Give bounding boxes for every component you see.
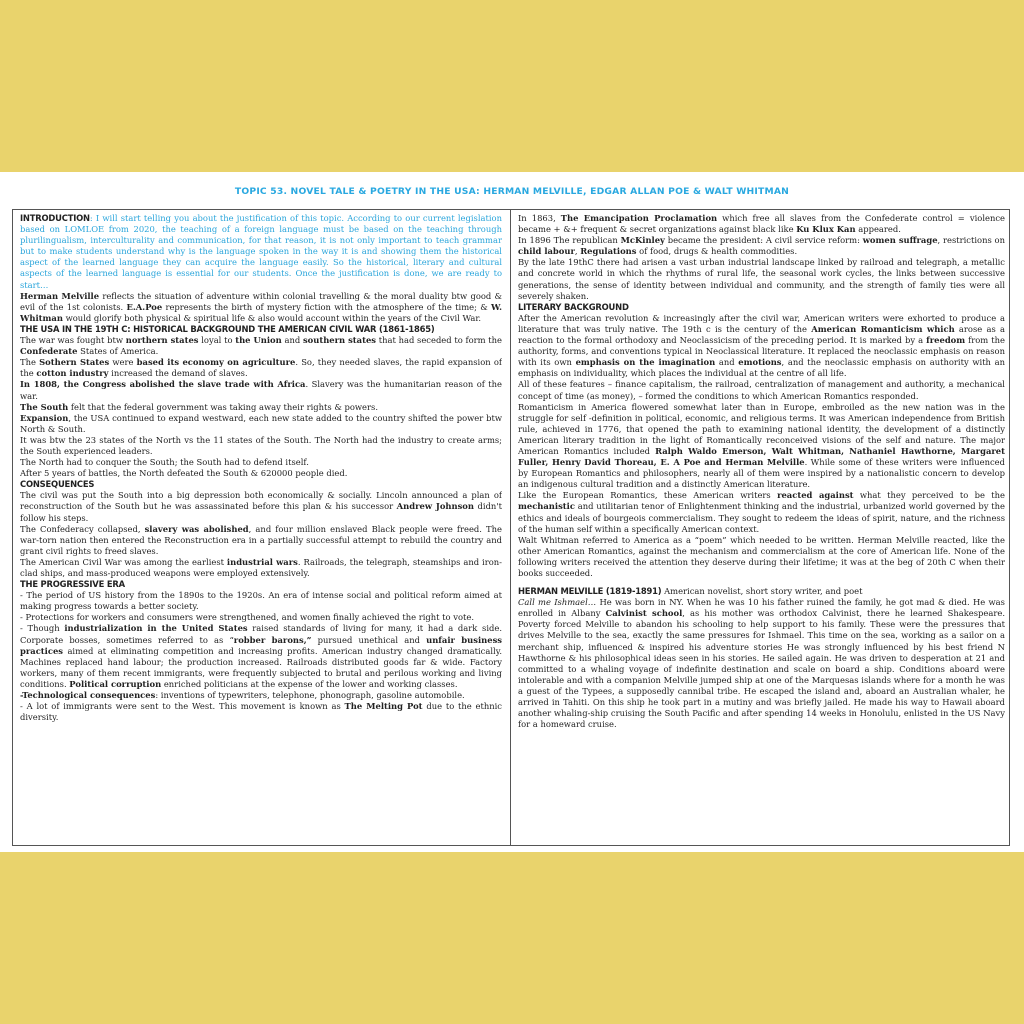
paragraph: The civil was put the South into a big depression both economically & socially. Lincoln announced a plan of reconstruction of the South but he was assassinated before this plan & his successor Andrew Johnson didn't follow his steps. <box>20 490 502 523</box>
intro-text: : I will start telling you about the justification of this topic. According to our current legislation based on LOMLOE from 2020, the teaching of a foreign language must be based on the teaching through plurilingualism, interculturality and communication, for that reason, it is not only important to teach grammar but to make students understand why is the language spoken in the way it is and showing them the historical aspect of the learned language they can acquire the language easily. So the historical, literary and cultural aspects of the learned language is essential for our students. Once the justification is done, we are ready to start… <box>20 213 502 290</box>
section-heading-usa: THE USA IN THE 19TH C: HISTORICAL BACKGROUND THE AMERICAN CIVIL WAR (1861-1865) <box>20 323 435 334</box>
paragraph: - A lot of immigrants were sent to the West. This movement is known as The Melting Pot due to the ethnic diversity. <box>20 701 502 723</box>
page-title: TOPIC 53. NOVEL TALE & POETRY IN THE USA: HERMAN MELVILLE, EDGAR ALLAN POE & WALT WHITMAN <box>234 186 790 197</box>
paragraph: After the American revolution & increasingly after the civil war, American writers were exhorted to produce a literature that was truly native. The 19th c is the century of the American Romanticism which arose as a reaction to the formal orthodoxy and Neoclassicism of the preceding period. It is marked by a freedom from the authority, forms, and conventions typical in Neoclassical literature. It replaced the neoclassic emphasis on reason with its own emphasis on the imagination and emotions, and the neoclassic emphasis on authority with an emphasis on individuality, which places the individual at the centre of all life. <box>518 312 1005 379</box>
melville-heading-line: HERMAN MELVILLE (1819-1891) American novelist, short story writer, and poet <box>518 586 863 597</box>
paragraph: By the late 19thC there had arisen a vast urban industrial landscape linked by railroad and telegraph, a metallic and concrete world in which the rhythms of rural life, the seasonal work cycles, the links between successive generations, the sense of identity between individual and community, and the strength of family ties were all severely shaken. <box>518 257 1005 301</box>
paragraph: The war was fought btw northern states loyal to the Union and southern states that had seceded to form the Confederate States of America. <box>20 335 502 357</box>
paragraph: Romanticism in America flowered somewhat later than in Europe, embroiled as the new nation was in the struggle for self -definition in political, economic, and religious terms. It was American independence from British rule, achieved in 1776, that opened the path to examining national identity, the development of a distinctly American literary tradition in the light of Romantically reconceived visions of the self and nature. The major American Romantics included Ralph Waldo Emerson, Walt Whitman, Nathaniel Hawthorne, Margaret Fuller, Henry David Thoreau, E. A Poe and Herman Melville. While some of these writers were influenced by European Romantics and philosophers, nearly all of them were inspired by a nationalistic concern to develop an indigenous cultural tradition and a distinctly American literature. <box>518 401 1005 490</box>
paragraph: The Confederacy collapsed, slavery was abolished, and four million enslaved Black people were freed. The war-torn nation then entered the Reconstruction era in a partially successful attempt to rebuild the country and grant civil rights to freed slaves. <box>20 523 502 556</box>
paragraph: - Though industrialization in the United States raised standards of living for many, it had a dark side. Corporate bosses, sometimes referred to as “robber barons,” pursued unethical and unfair business practices aimed at eliminating competition and increasing profits. American industry changed dramatically. Machines replaced hand labour; the production increased. Railroads distributed goods far & wide. Factory workers, many of them recent immigrants, were frequently subjected to brutal and perilous working and living conditions. Political corruption enriched politicians at the expense of the lower and working classes. <box>20 623 502 689</box>
document-page <box>0 172 1024 852</box>
paragraph: After 5 years of battles, the North defeated the South & 620000 people died. <box>20 468 348 479</box>
paragraph: It was btw the 23 states of the North vs the 11 states of the South. The North had the industry to create arms; the South experienced leaders. <box>20 434 502 456</box>
paragraph: The Sothern States were based its economy on agriculture. So, they needed slaves, the rapid expansion of the cotton industry increased the demand of slaves. <box>20 357 502 379</box>
paragraph: Walt Whitman referred to America as a “poem” which needed to be written. Herman Melville reacted, like the other American Romantics, against the mechanism and commercialism at the core of American life. None of the following writers received the attention they deserve during their lifetime; it was at the beg of 20th C when their books succeeded. <box>518 534 1005 578</box>
column-divider <box>510 210 511 845</box>
paragraph: - Protections for workers and consumers were strengthened, and women finally achieved the right to vote. <box>20 612 475 623</box>
paragraph: In 1896 The republican McKinley became the president: A civil service reform: women suffrage, restrictions on child labour, Regulations of food, drugs & health commodities. <box>518 235 1005 257</box>
paragraph: The American Civil War was among the earliest industrial wars. Railroads, the telegraph, steamships and iron-clad ships, and mass-produced weapons were employed extensively. <box>20 556 502 578</box>
left-column <box>20 213 502 843</box>
paragraph: In 1863, The Emancipation Proclamation which free all slaves from the Confederate control = violence became + &+ frequent & secret organizations against black like Ku Klux Kan appeared. <box>518 213 1005 235</box>
paragraph: Herman Melville reflects the situation of adventure within colonial travelling & the moral duality btw good & evil of the 1st colonists. E.A.Poe represents the birth of mystery fiction with the atmosphere of the time; & W. Whitman would glorify both physical & spiritual life & also would account within the years of the Civil War. <box>20 290 502 323</box>
paragraph: Call me Ishmael… He was born in NY. When he was 10 his father ruined the family, he got mad & died. He was enrolled in Albany Calvinist school, as his mother was orthodox Calvinist, there he learned Shakespeare. Poverty forced Melville to abandon his schooling to help support to his family. These were the pressures that drives Melville to the sea, exactly the same pressures for Ishmael. This time on the sea, working as a sailor on a merchant ship, influenced & inspired his adventure stories He was strongly influenced by his best friend N Hawthorne & his philosophical ideas seen in his stories. He sailed again. He was driven to desperation at 21 and committed to a whaling voyage of indefinite destination and scale on board a ship. Conditions aboard were intolerable and with a companion Melville jumped ship at one of the Marquesas islands where for a month he was a guest of the Typees, a supposedly cannibal tribe. He escaped the island and, aboard an Australian whaler, he arrived in Tahiti. On this ship he took part in a mutiny and was briefly jailed. He made his way to Hawaii aboard another whaling-ship cruising the South Pacific and after spending 14 weeks in Honolulu, enlisted in the US Navy for a homeward cruise. <box>518 597 1005 730</box>
paragraph: Like the European Romantics, these American writers reacted against what they perceived to be the mechanistic and utilitarian tenor of Enlightenment thinking and the industrial, urbanized world governed by the ethics and ideals of bourgeois commercialism. They sought to redeem the ideas of spirit, nature, and the richness of the human self within a specifically American context. <box>518 490 1005 534</box>
paragraph: -Technological consequences: inventions of typewriters, telephone, phonograph, gasoline automobile. <box>20 690 465 701</box>
paragraph: All of these features – finance capitalism, the railroad, centralization of management and authority, a mechanical concept of time (as money), – formed the conditions to which American Romantics responded. <box>518 379 1005 401</box>
intro-paragraph <box>20 213 502 291</box>
paragraph: The South felt that the federal government was taking away their rights & powers. <box>20 401 378 412</box>
right-column <box>518 213 1005 843</box>
paragraph: The North had to conquer the South; the South had to defend itself. <box>20 457 309 468</box>
content-frame <box>12 209 1010 846</box>
paragraph: In 1808, the Congress abolished the slave trade with Africa. Slavery was the humanitarian reason of the war. <box>20 379 502 401</box>
intro-heading: INTRODUCTION <box>20 213 90 223</box>
paragraph: Expansion, the USA continued to expand westward, each new state added to the country shifted the power btw North & South. <box>20 412 502 434</box>
section-heading-consequences: CONSEQUENCES <box>20 479 95 490</box>
section-heading-melville: HERMAN MELVILLE (1819-1891) <box>518 586 662 597</box>
paragraph: - The period of US history from the 1890s to the 1920s. An era of intense social and political reform aimed at making progress towards a better society. <box>20 590 502 612</box>
section-heading-literary: LITERARY BACKGROUND <box>518 301 629 312</box>
section-heading-progressive: THE PROGRESSIVE ERA <box>20 579 125 590</box>
